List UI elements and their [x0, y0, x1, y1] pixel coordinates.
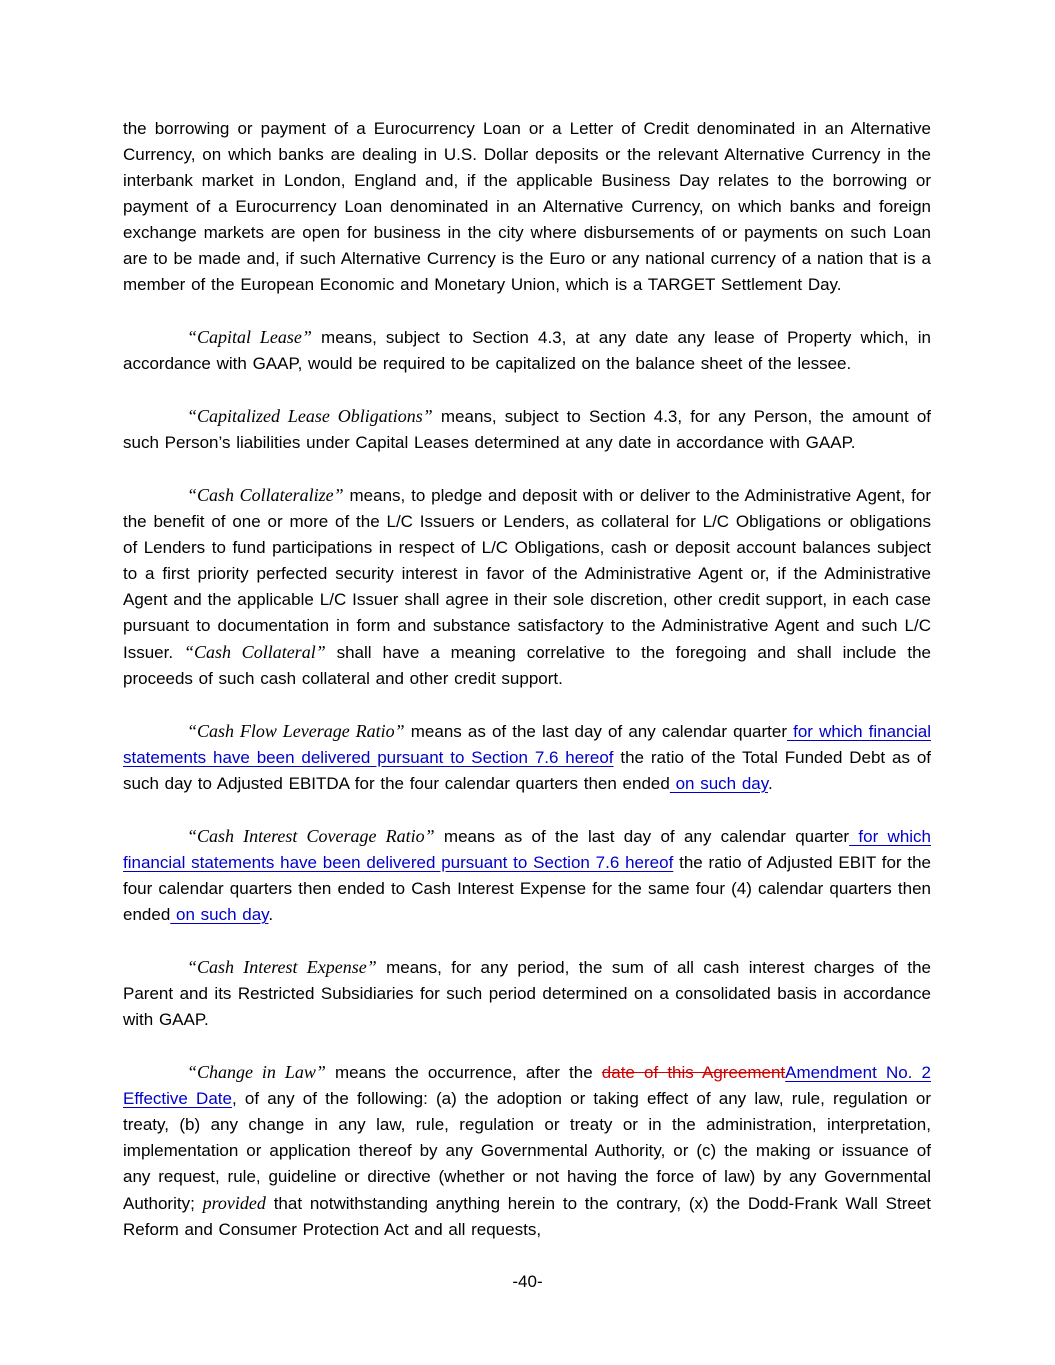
inserted-text: on such day: [170, 905, 269, 924]
text-run: means, for any period, the sum of all cash interest charges of the Parent and its Restricted Subsidiaries for such period determined on a consolidated basis in accordance with GAAP.: [123, 958, 931, 1029]
page-number: -40-: [512, 1272, 543, 1291]
paragraph: [123, 324, 931, 377]
defined-term: “Cash Collateral”: [183, 642, 326, 662]
defined-term: “Capital Lease”: [187, 327, 312, 347]
paragraph: [123, 954, 931, 1033]
text-run: means, subject to Section 4.3, at any date any lease of Property which, in accordance with GAAP, would be required to be capitalized on the balance sheet of the lessee.: [123, 328, 931, 373]
text-run: .: [268, 905, 274, 924]
defined-term: “Cash Interest Coverage Ratio”: [187, 826, 435, 846]
text-run: that notwithstanding anything herein to the contrary, (x) the Dodd-Frank Wall Street Reform and Consumer Protection Act and all requests,: [123, 1194, 931, 1239]
inserted-text: on such day: [669, 774, 768, 793]
text-run: means as of the last day of any calendar quarter: [404, 722, 788, 741]
inserted-text: for which financial statements have been delivered pursuant to Section 7.6 hereof: [123, 827, 932, 872]
document-body: [123, 116, 931, 1269]
paragraph: [123, 823, 931, 928]
deleted-text: date of this Agreement: [601, 1063, 786, 1082]
text-run: the borrowing or payment of a Eurocurrency Loan or a Letter of Credit denominated in an Alternative Currency, on which banks are dealing in U.S. Dollar deposits or the relevant Alternative Currency in the interbank market in London, England and, if the applicable Business Day relates to the borrowing or payment of a Eurocurrency Loan denominated in an Alternative Currency, on which banks and foreign exchange markets are open for business in the city where disbursements of or payments on such Loan are to be made and, if such Alternative Currency is the Euro or any national currency of a nation that is a member of the European Economic and Monetary Union, which is a TARGET Settlement Day.: [123, 119, 931, 294]
text-run: the ratio of the Total Funded Debt as of such day to Adjusted EBITDA for the four calendar quarters then ended: [123, 748, 931, 793]
inserted-text: Amendment No. 2 Effective Date: [123, 1063, 931, 1108]
text-run: shall have a meaning correlative to the foregoing and shall include the proceeds of such cash collateral and other credit support.: [123, 643, 931, 688]
text-run: , of any of the following: (a) the adoption or taking effect of any law, rule, regulation or treaty, (b) any change in any law, rule, regulation or treaty or in the administration, interpretation, implementation or application thereof by any Governmental Authority, or (c) the making or issuance of any request, rule, guideline or directive (whether or not having the force of law) by any Governmental Authority;: [123, 1089, 931, 1213]
paragraph: [123, 718, 931, 797]
text-run: means the occurrence, after the: [325, 1063, 602, 1082]
paragraph: [123, 116, 931, 298]
defined-term: “Change in Law”: [187, 1062, 326, 1082]
paragraph: [123, 482, 931, 692]
defined-term: “Cash Flow Leverage Ratio”: [187, 721, 405, 741]
emphasized-text: provided: [202, 1193, 266, 1213]
text-run: means as of the last day of any calendar quarter: [434, 827, 850, 846]
defined-term: “Cash Interest Expense”: [187, 957, 377, 977]
defined-term: “Capitalized Lease Obligations”: [187, 406, 433, 426]
paragraph: [123, 1059, 931, 1243]
inserted-text: for which financial statements have been delivered pursuant to Section 7.6 hereof: [123, 722, 932, 767]
defined-term: “Cash Collateralize”: [187, 485, 344, 505]
text-run: means, subject to Section 4.3, for any Person, the amount of such Person’s liabilities under Capital Leases determined at any date in accordance with GAAP.: [123, 407, 932, 452]
text-run: means, to pledge and deposit with or deliver to the Administrative Agent, for the benefit of one or more of the L/C Issuers or Lenders, as collateral for L/C Obligations or obligations of Lenders to fund participations in respect of L/C Obligations, cash or deposit account balances subject to a first priority perfected security interest in favor of the Administrative Agent or, if the Administrative Agent and the applicable L/C Issuer shall agree in their sole discretion, other credit support, in each case pursuant to documentation in form and substance satisfactory to the Administrative Agent and such L/C Issuer.: [123, 486, 932, 662]
text-run: .: [767, 774, 773, 793]
text-run: the ratio of Adjusted EBIT for the four calendar quarters then ended to Cash Interest Expense for the same four (4) calendar quarters then ended: [123, 853, 931, 924]
paragraph: [123, 403, 931, 456]
